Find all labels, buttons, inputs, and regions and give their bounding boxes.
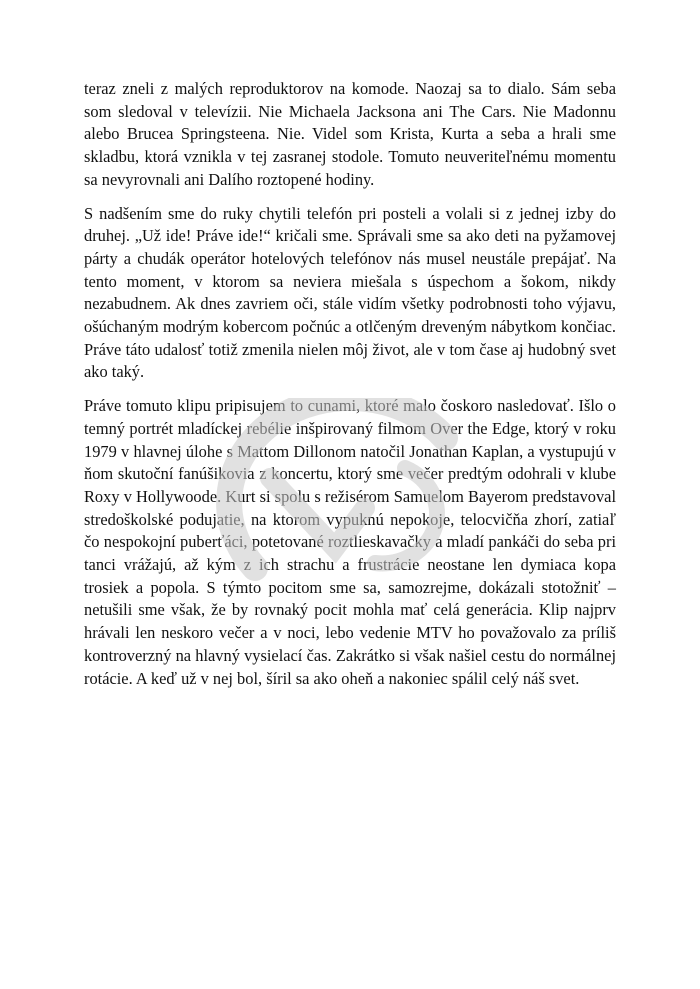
body-text: [84, 78, 616, 701]
paragraph-3: Práve tomuto klipu pripisujem to cunami, ktoré malo čoskoro nasledovať. Išlo o temný portrét mladíckej rebélie inšpirovaný filmom Over the Edge, ktorý v roku 1979 v hlavnej úlohe s Mattom Dillonom natočil Jonathan Kaplan, a vystupujú v ňom skutoční fanúšikovia z koncertu, ktorý sme večer predtým odohrali v klube Roxy v Hollywoode. Kurt si spolu s režisérom Samuelom Bayerom predstavoval stredoškolské podujatie, na ktorom vypuknú nepokoje, telocvičňa zhorí, zatiaľ čo nespokojní puberťáci, potetované roztlieskavačky a mladí pankáči do seba pri tanci vrážajú, až kým z ich strachu a frustrácie neostane len dymiaca kopa trosiek a popola. S týmto pocitom sme sa, samozrejme, dokázali stotožniť – netušili sme však, že by rovnaký pocit mohla mať celá generácia. Klip najprv hrávali len neskoro večer a v noci, lebo vedenie MTV ho považovalo za príliš kontroverzný na hlavný vysielací čas. Zakrátko si však našiel cestu do normálnej rotácie. A keď už v nej bol, šíril sa ako oheň a nakoniec spálil celý náš svet.: [84, 396, 616, 688]
paragraph-2: S nadšením sme do ruky chytili telefón pri posteli a volali si z jednej izby do druhej. „Už ide! Práve ide!“ kričali sme. Správali sme sa ako deti na pyžamovej párty a chudák operátor hotelových telefónov nás musel neustále prepájať. Na tento moment, v ktorom sa neviera miešala s úspechom a šokom, nikdy nezabudnem. Ak dnes zavriem oči, stále vidím všetky podrobnosti toho výjavu, ošúchaným modrým kobercom počnúc a otlčeným dreveným nábytkom končiac. Práve táto udalosť totiž zmenila nielen môj život, ale v tom čase aj hudobný svet ako taký.: [84, 203, 616, 382]
paragraph-1: teraz zneli z malých reproduktorov na komode. Naozaj sa to dialo. Sám seba som sledoval v televízii. Nie Michaela Jacksona ani The Cars. Nie Madonnu alebo Brucea Springsteena. Nie. Videl som Krista, Kurta a seba a hrali sme skladbu, ktorá vznikla v tej zasranej stodole. Tomuto neuveriteľnému momentu sa nevyrovnali ani Dalího roztopené hodiny.: [84, 79, 616, 189]
